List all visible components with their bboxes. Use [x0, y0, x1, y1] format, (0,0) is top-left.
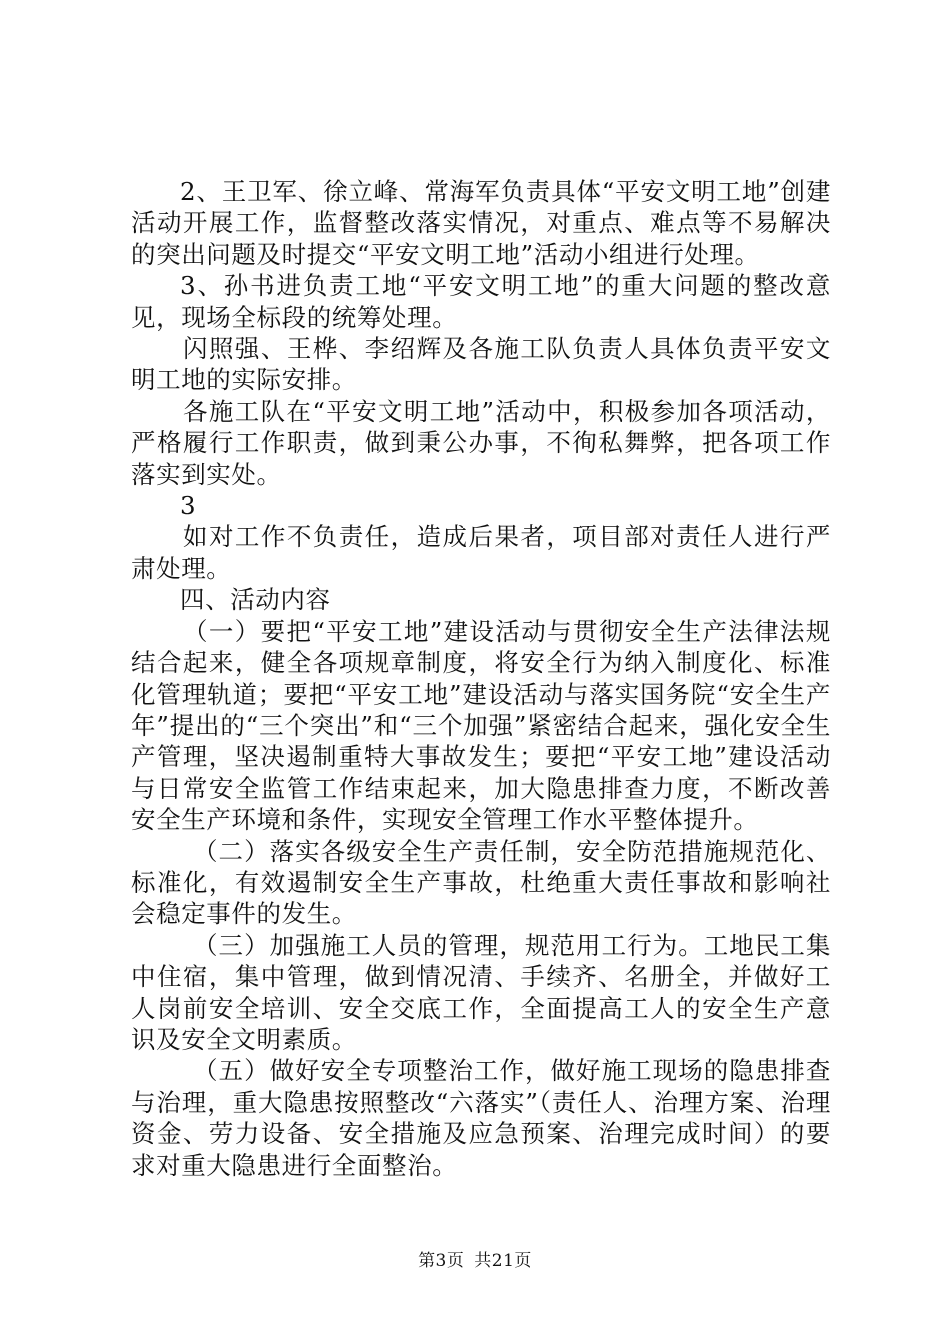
paragraph-responsibility-2: 2、王卫军、徐立峰、常海军负责具体“平安文明工地”创建活动开展工作，监督整改落实情况，对重点、难点等不易解决的突出问题及时提交“平安文明工地”活动小组进行处理。 — [131, 177, 831, 269]
paragraph-item-5: （五）做好安全专项整治工作，做好施工现场的隐患排查与治理，重大隐患按照整改“六落实”（责任人、治理方案、治理资金、劳力设备、安全措施及应急预案、治理完成时间）的要求对重大隐患进行全面整治。 — [131, 1056, 831, 1180]
paragraph-item-3: （三）加强施工人员的管理，规范用工行为。工地民工集中住宿，集中管理，做到情况清、手续齐、名册全，并做好工人岗前安全培训、安全交底工作，全面提高工人的安全生产意识及安全文明素质。 — [131, 930, 831, 1054]
document-body — [131, 176, 831, 1181]
paragraph-accountability: 如对工作不负责任，造成后果者，项目部对责任人进行严肃处理。 — [131, 522, 831, 583]
paragraph-item-2: （二）落实各级安全生产责任制，安全防范措施规范化、标准化，有效遏制安全生产事故，杜绝重大责任事故和影响社会稳定事件的发生。 — [131, 836, 831, 929]
page-number: 第3页 — [418, 1251, 465, 1271]
page-footer — [0, 1246, 950, 1271]
paragraph-responsibility-arrangement: 闪照强、王桦、李绍辉及各施工队负责人具体负责平安文明工地的实际安排。 — [131, 334, 831, 395]
page-total: 共21页 — [474, 1251, 532, 1271]
paragraph-item-1: （一）要把“平安工地”建设活动与贯彻安全生产法律法规结合起来，健全各项规章制度，将安全行为纳入制度化、标准化管理轨道；要把“平安工地”建设活动与落实国务院“安全生产年”提出的“三个突出”和“三个加强”紧密结合起来，强化安全生产管理，坚决遏制重特大事故发生；要把“平安工地”建设活动与日常安全监管工作结束起来，加大隐患排查力度，不断改善安全生产环境和条件，实现安全管理工作水平整体提升。 — [131, 616, 831, 835]
paragraph-number: 3 — [180, 491, 197, 521]
paragraph-responsibility-3: 3、孙书进负责工地“平安文明工地”的重大问题的整改意见，现场全标段的统筹处理。 — [131, 271, 831, 332]
paragraph-construction-teams: 各施工队在“平安文明工地”活动中，积极参加各项活动，严格履行工作职责，做到秉公办事，不徇私舞弊，把各项工作落实到实处。 — [131, 396, 831, 489]
section-heading-activity-content: 四、活动内容 — [180, 585, 331, 615]
